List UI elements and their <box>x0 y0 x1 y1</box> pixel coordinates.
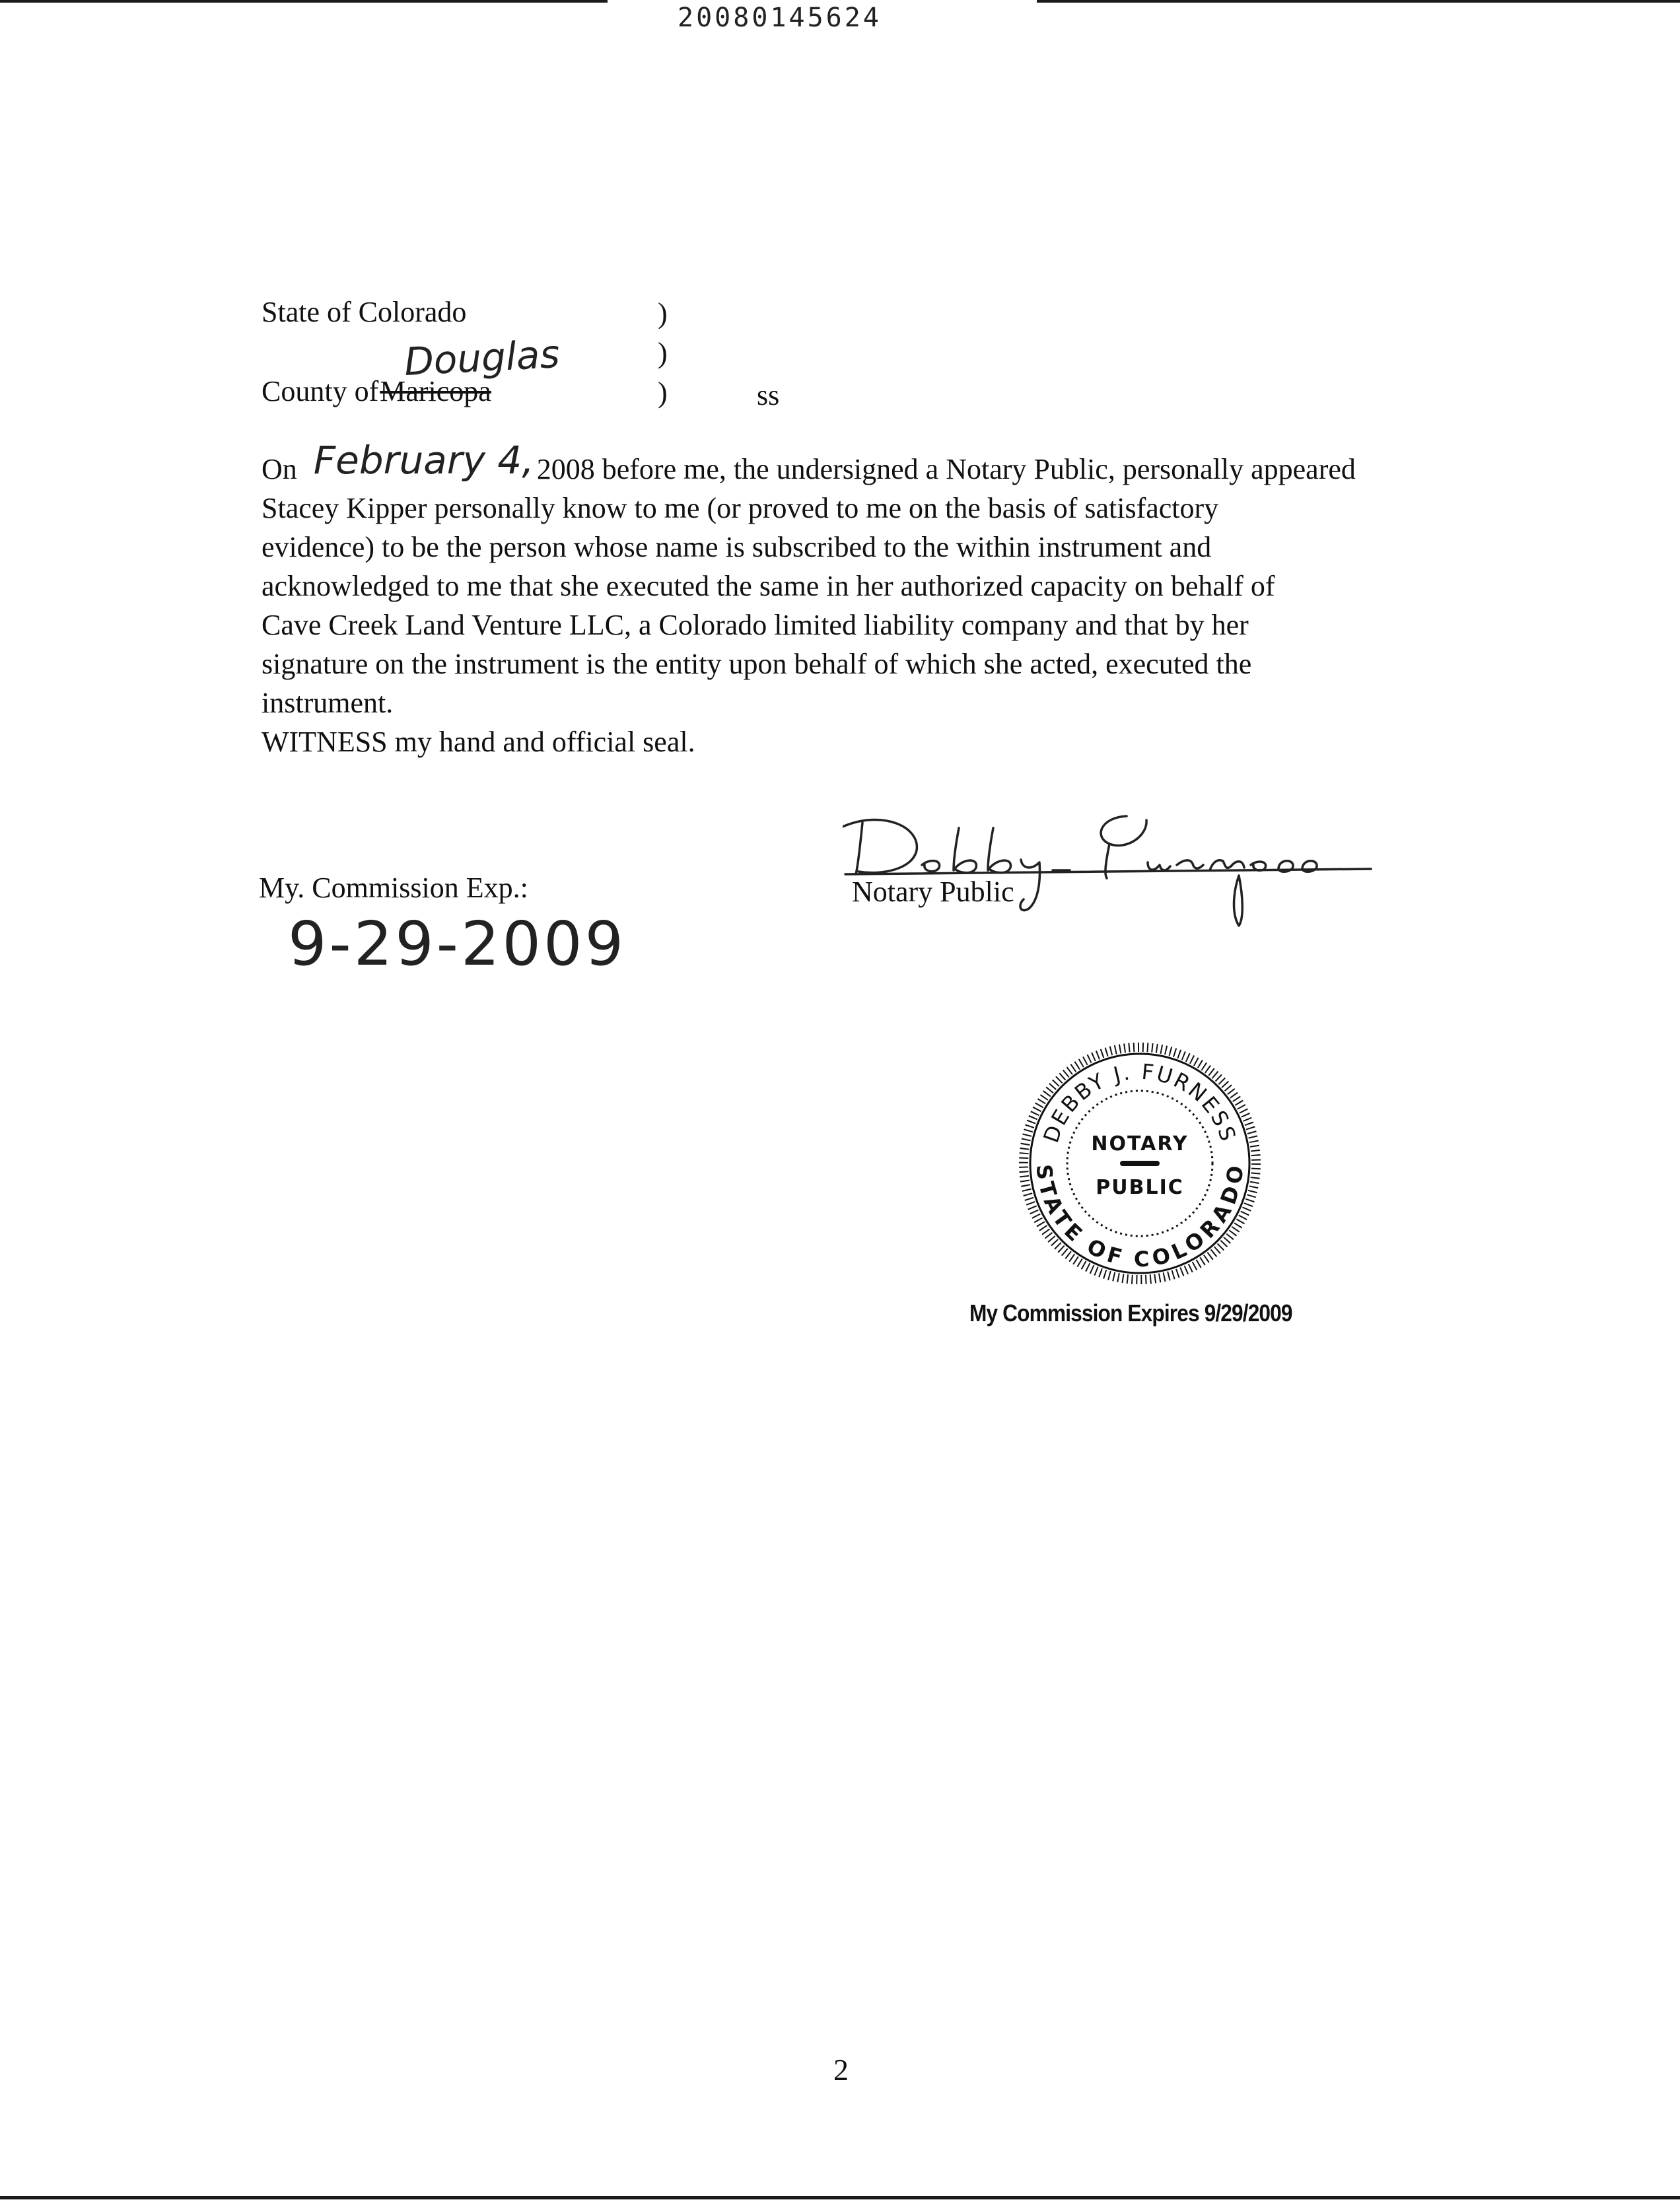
acknowledgment-line-5: Cave Creek Land Venture LLC, a Colorado limited liability company and that by her <box>262 609 1249 641</box>
seal-graphic <box>1014 1038 1265 1289</box>
acknowledgment-line-2: Stacey Kipper personally know to me (or proved to me on the basis of satisfactory <box>262 492 1219 524</box>
county-handwritten: Douglas <box>403 331 561 385</box>
venue-paren-1: ) <box>658 297 668 329</box>
acknowledgment-line-6: signature on the instrument is the entity upon behalf of which she acted, executed the <box>262 648 1252 680</box>
on-prefix: On <box>262 453 297 485</box>
state-line: State of Colorado <box>262 296 467 328</box>
seal-caption: My Commission Expires 9/29/2009 <box>969 1299 1292 1327</box>
notary-signature <box>843 796 1404 935</box>
notary-title: Notary Public <box>852 876 1014 908</box>
document-number: 20080145624 <box>678 3 882 33</box>
page-number: 2 <box>833 2053 849 2087</box>
seal-inner-top-text: NOTARY <box>1091 1132 1189 1156</box>
acknowledgment-line-1 <box>262 438 1450 489</box>
date-handwritten: February 4, <box>313 438 534 483</box>
signature-graphic <box>843 796 1404 935</box>
ss-mark: ss <box>757 379 780 411</box>
acknowledgment-paragraph <box>262 438 1450 761</box>
seal-inner-bottom-text: PUBLIC <box>1096 1176 1184 1199</box>
county-struck: Maricopa <box>380 375 491 407</box>
venue-paren-3: ) <box>658 376 668 409</box>
acknowledgment-line-8: WITNESS my hand and official seal. <box>262 726 695 758</box>
county-prefix: County of <box>262 375 379 407</box>
seal-center-bar <box>1120 1161 1160 1166</box>
acknowledgment-line-4: acknowledged to me that she executed the same in her authorized capacity on behalf of <box>262 570 1275 602</box>
top-border-left <box>0 0 608 3</box>
commission-date-handwritten: 9-29-2009 <box>288 909 627 979</box>
notary-seal <box>1014 1038 1265 1289</box>
venue-paren-2: ) <box>658 337 668 369</box>
commission-label: My. Commission Exp.: <box>259 872 528 904</box>
acknowledgment-line-7: instrument. <box>262 687 394 719</box>
seal-outer-bottom-text: STATE OF COLORADO <box>1031 1163 1249 1272</box>
top-border-right <box>1037 0 1680 3</box>
line1-rest: 2008 before me, the undersigned a Notary Public, personally appeared <box>536 453 1356 485</box>
seal-outer-top-text: DEBBY J. FURNESS <box>1038 1058 1242 1146</box>
bottom-border <box>0 2196 1680 2199</box>
acknowledgment-line-3: evidence) to be the person whose name is subscribed to the within instrument and <box>262 531 1212 563</box>
